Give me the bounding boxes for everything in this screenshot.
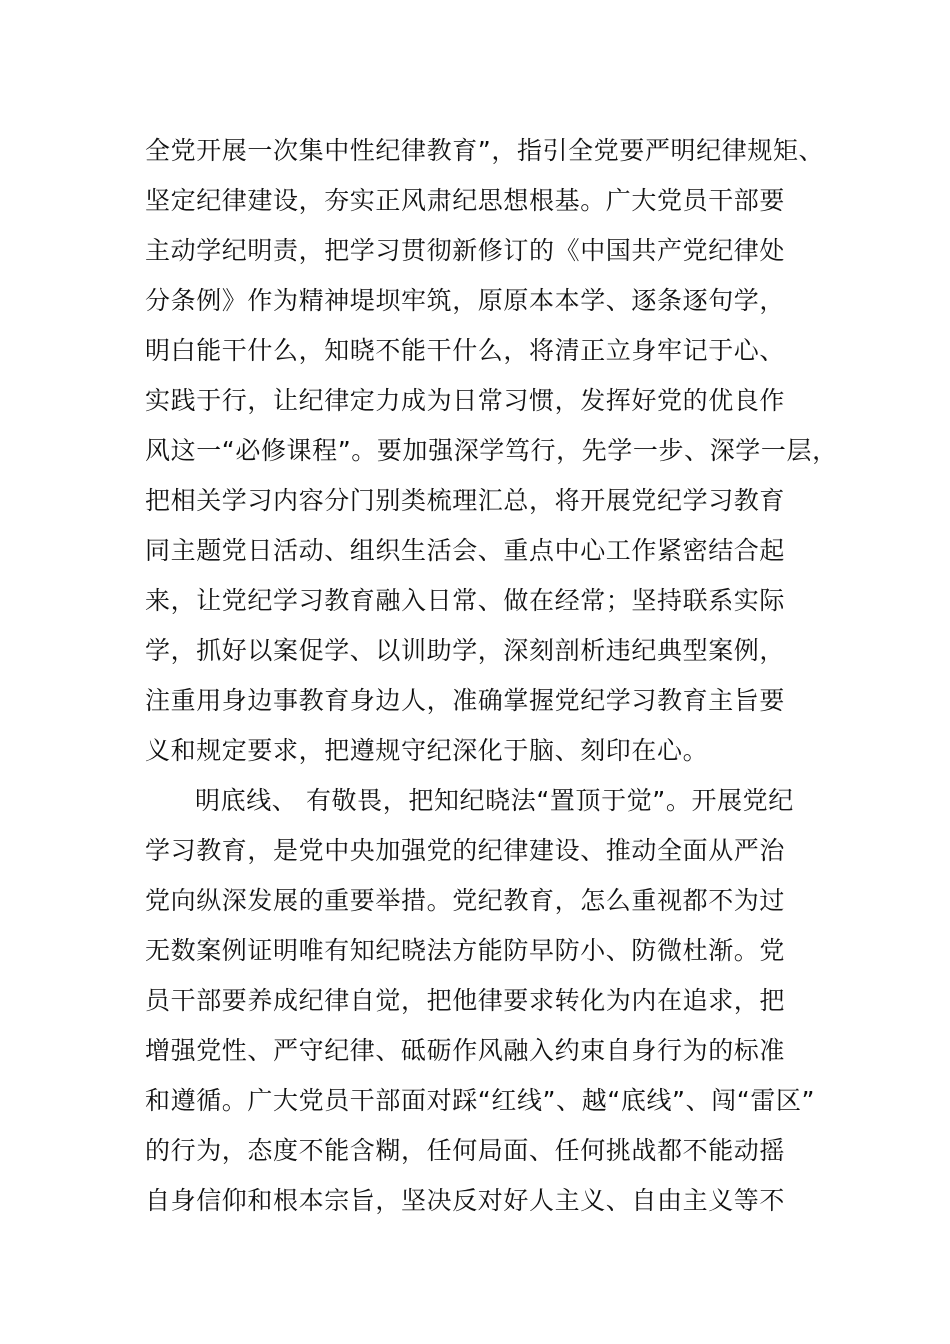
text-line: 坚定纪律建设，夯实正风肃纪思想根基。广大党员干部要 (145, 186, 786, 215)
text-line: 员干部要养成纪律自觉，把他律要求转化为内在追求，把 (145, 986, 786, 1015)
text-line: 风这一“必修课程”。要加强深学笃行，先学一步、深学一层， (145, 436, 838, 465)
text-line: 全党开展一次集中性纪律教育”，指引全党要严明纪律规矩、 (145, 136, 825, 165)
text-line: 无数案例证明唯有知纪晓法方能防早防小、防微杜渐。党 (145, 936, 786, 965)
text-line: 党向纵深发展的重要举措。党纪教育，怎么重视都不为过 (145, 886, 786, 915)
text-line: 增强党性、严守纪律、砥砺作风融入约束自身行为的标准 (145, 1036, 786, 1065)
text-line: 学习教育，是党中央加强党的纪律建设、推动全面从严治 (145, 836, 786, 865)
body-text (145, 126, 845, 1226)
text-line: 主动学纪明责，把学习贯彻新修订的《中国共产党纪律处 (145, 236, 786, 265)
text-line: 同主题党日活动、组织生活会、重点中心工作紧密结合起 (145, 536, 786, 565)
text-line: 学，抓好以案促学、以训助学，深刻剖析违纪典型案例， (145, 636, 786, 665)
text-line: 和遵循。广大党员干部面对踩“红线”、越“底线”、闯“雷区” (145, 1086, 816, 1115)
text-line: 明白能干什么，知晓不能干什么，将清正立身牢记于心、 (145, 336, 786, 365)
text-line: 来，让党纪学习教育融入日常、做在经常；坚持联系实际 (145, 586, 786, 615)
text-line: 把相关学习内容分门别类梳理汇总，将开展党纪学习教育 (145, 486, 786, 515)
text-line: 自身信仰和根本宗旨，坚决反对好人主义、自由主义等不 (145, 1186, 786, 1215)
text-line: 的行为，态度不能含糊，任何局面、任何挑战都不能动摇 (145, 1136, 786, 1165)
text-line: 实践于行，让纪律定力成为日常习惯，发挥好党的优良作 (145, 386, 786, 415)
text-line: 分条例》作为精神堤坝牢筑，原原本本学、逐条逐句学， (145, 286, 786, 315)
text-line: 注重用身边事教育身边人，准确掌握党纪学习教育主旨要 (145, 686, 786, 715)
text-line: 义和规定要求，把遵规守纪深化于脑、刻印在心。 (145, 736, 709, 765)
paragraph-start-line: 明底线、 有敬畏，把知纪晓法“置顶于觉”。开展党纪 (195, 786, 794, 815)
